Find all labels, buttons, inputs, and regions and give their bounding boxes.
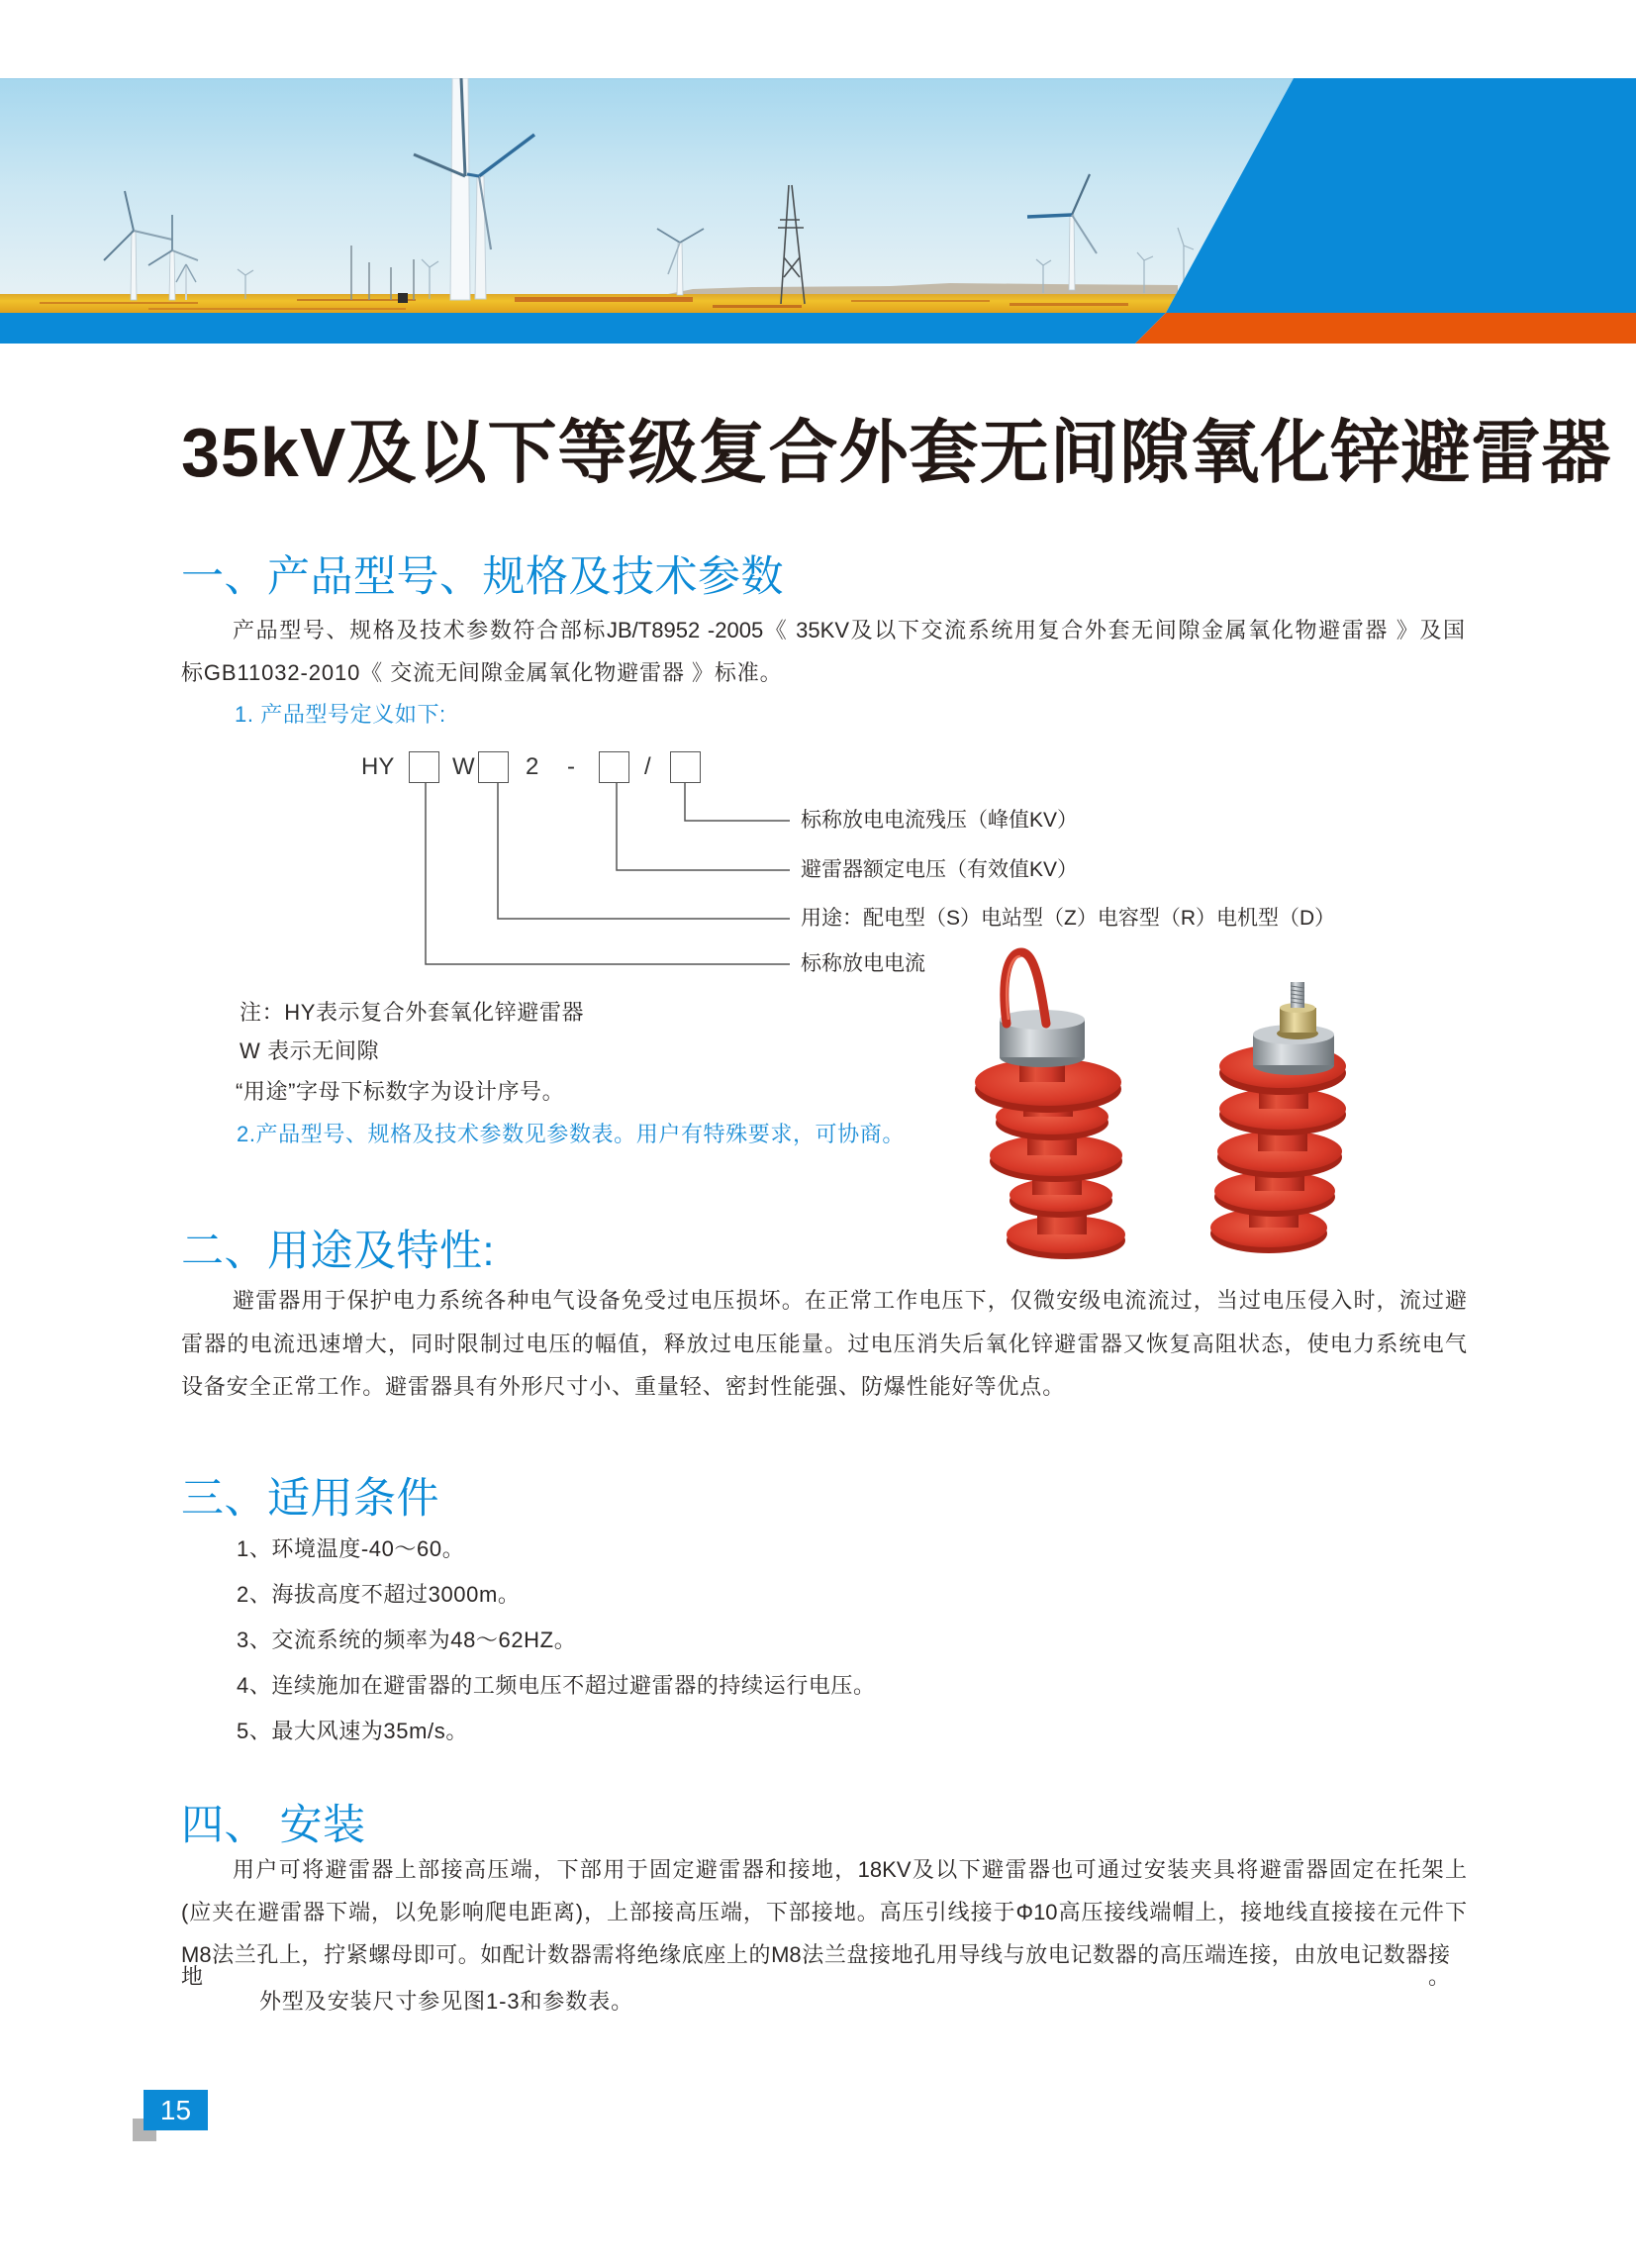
model-code-slash: / [644, 753, 651, 780]
installation-paragraph-line-1: 用户可将避雷器上部接高压端，下部用于固定避雷器和接地，18KV及以下避雷器也可通过安装夹具将避雷器固定在托架上 [233, 1857, 1467, 1882]
condition-item-voltage: 4、连续施加在避雷器的工频电压不超过避雷器的持续运行电压。 [237, 1673, 876, 1698]
field-label-usage: 用途：配电型（S）电站型（Z）电容型（R）电机型（D） [801, 907, 1336, 930]
condition-item-frequency: 3、交流系统的频率为48～62HZ。 [237, 1627, 577, 1652]
field-label-discharge-current: 标称放电电流 [801, 952, 925, 975]
condition-item-altitude: 2、海拔高度不超过3000m。 [237, 1582, 521, 1607]
model-code-digit: 2 [526, 753, 539, 780]
section-heading-conditions: 三、适用条件 [181, 1475, 439, 1523]
model-code-box-usage [478, 751, 509, 783]
specs-paragraph-line-2: 标GB11032-2010《 交流无间隙金属氧化物避雷器 》标准。 [181, 660, 783, 685]
banner-blue-strip [0, 313, 1166, 344]
field-label-residual-voltage: 标称放电电流残压（峰值KV） [801, 809, 1079, 832]
usage-paragraph-line-1: 避雷器用于保护电力系统各种电气设备免受过电压损坏。在正常工作电压下，仅微安级电流流过，当过电压侵入时，流过避 [233, 1288, 1467, 1313]
page-number: 15 [144, 2090, 208, 2130]
installation-paragraph-line-3: M8法兰孔上，拧紧螺母即可。如配计数器需将绝缘底座上的M8法兰盘接地孔用导线与放电记数器的高压端连接，由放电记数器接地。 [181, 1942, 1450, 1989]
page-title: 35kV及以下等级复合外套无间隙氧化锌避雷器 [181, 414, 1612, 491]
model-code-w: W [452, 753, 475, 780]
arrester-with-bolt-terminal [1210, 982, 1346, 1253]
banner-orange-strip [1135, 313, 1636, 344]
note-line-3: “用途”字母下标数字为设计序号。 [236, 1079, 565, 1104]
wind-farm-photo [0, 77, 1306, 316]
parameter-table-reference: 2.产品型号、规格及技术参数见参数表。用户有特殊要求，可协商。 [237, 1122, 905, 1146]
installation-paragraph-line-2: (应夹在避雷器下端，以免影响爬电距离)，上部接高压端，下部接地。高压引线接于Φ10高压接线端帽上，接地线直接接在元件下 [181, 1900, 1467, 1924]
section-heading-usage: 二、用途及特性: [181, 1228, 495, 1275]
specs-paragraph-line-1: 产品型号、规格及技术参数符合部标JB/T8952 -2005《 35KV及以下交流系统用复合外套无间隙金属氧化物避雷器 》及国 [233, 618, 1465, 642]
usage-paragraph-line-2: 雷器的电流迅速增大，同时限制过电压的幅值，释放过电压能量。过电压消失后氧化锌避雷器又恢复高阻状态，使电力系统电气 [181, 1331, 1467, 1356]
model-definition-subheading: 1. 产品型号定义如下: [235, 702, 446, 727]
note-line-2: W 表示无间隙 [240, 1038, 380, 1063]
model-code-box-residual-voltage [670, 751, 701, 783]
note-line-1: 注：HY表示复合外套氧化锌避雷器 [240, 1000, 585, 1025]
model-code-box-rated-voltage [599, 751, 629, 783]
model-code-prefix: HY [361, 753, 395, 780]
zinc-oxide-arrester-photo [950, 940, 1366, 1277]
arrester-with-lead-wire [975, 952, 1125, 1259]
installation-paragraph-line-4: 外型及安装尺寸参见图1-3和参数表。 [259, 1989, 633, 2014]
section-heading-specs: 一、产品型号、规格及技术参数 [181, 553, 784, 601]
model-code-box-discharge-current [409, 751, 439, 783]
condition-item-temperature: 1、环境温度-40～60。 [237, 1536, 465, 1561]
header-banner [0, 0, 1636, 356]
section-heading-installation: 四、 安装 [181, 1802, 366, 1849]
model-code-dash: - [567, 753, 575, 780]
usage-paragraph-line-3: 设备安全正常工作。避雷器具有外形尺寸小、重量轻、密封性能强、防爆性能好等优点。 [181, 1374, 1066, 1399]
field-label-rated-voltage: 避雷器额定电压（有效值KV） [801, 858, 1079, 881]
condition-item-wind-speed: 5、最大风速为35m/s。 [237, 1719, 468, 1743]
